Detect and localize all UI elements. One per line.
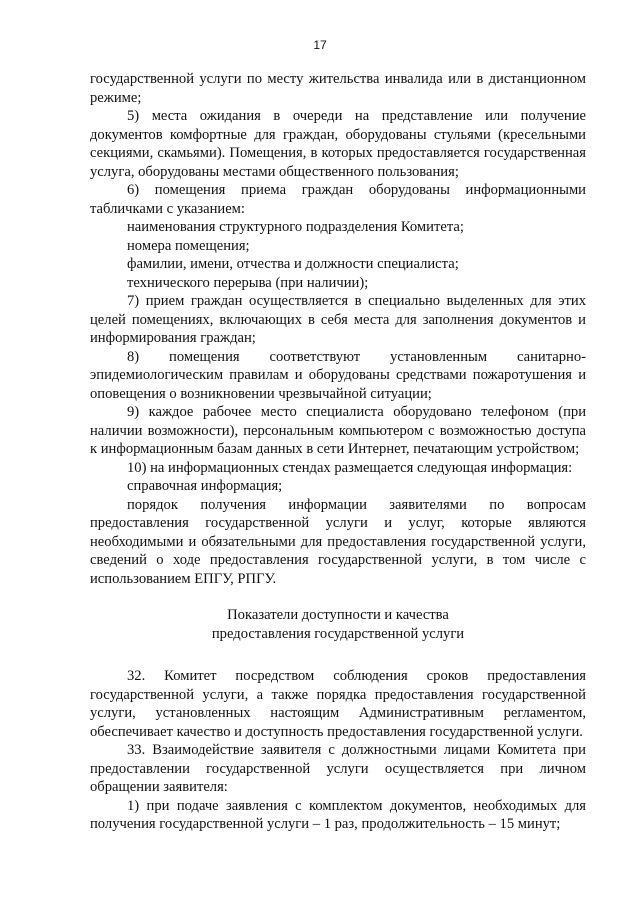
list-item: технического перерыва (при наличии); <box>127 274 369 291</box>
paragraph-order: порядок получения информации заявителями по вопросам предоставления государственной услуги и услуг, которые являются необходимыми и обязательными для предоставления государственной услуги, сведений о ходе предоставления государственной услуги, в том числе с использованием ЕПГУ, РПГУ. <box>90 496 586 587</box>
paragraph-item-10: 10) на информационных стендах размещается следующая информация: <box>127 459 573 476</box>
paragraph-33-item-1: 1) при подаче заявления с комплектом документов, необходимых для получения государственной услуги – 1 раз, продолжительность – 15 минут; <box>90 797 586 832</box>
paragraph-item-7: 7) прием граждан осуществляется в специально выделенных для этих целей помещениях, включающих в себя места для заполнения документов и информирования граждан; <box>90 293 586 346</box>
list-item: наименования структурного подразделения Комитета; <box>127 219 464 235</box>
page-number: 17 <box>313 38 327 52</box>
document-body <box>90 70 586 834</box>
paragraph-continuation: государственной услуги по месту жительства инвалида или в дистанционном режиме; <box>90 71 586 106</box>
paragraph-item-6: 6) помещения приема граждан оборудованы информационными табличками с указанием: <box>90 182 586 217</box>
paragraph-item-9: 9) каждое рабочее место специалиста оборудовано телефоном (при наличии возможности), персональным компьютером с возможностью доступа к информационным базам данных в сети Интернет, печатающим устройством; <box>90 404 586 457</box>
section-heading <box>90 606 586 643</box>
list-item: номера помещения; <box>127 237 250 254</box>
section-heading-line2: предоставления государственной услуги <box>211 625 465 642</box>
list-item: справочная информация; <box>127 478 283 494</box>
list-item: фамилии, имени, отчества и должности специалиста; <box>127 256 459 272</box>
paragraph-item-5: 5) места ожидания в очереди на представление или получение документов комфортные для граждан, оборудованы стульями (кресельными секциями, скамьями). Помещения, в которых предоставляется государственная услуга, оборудованы местами общественного пользования; <box>90 108 586 180</box>
paragraph-item-8: 8) помещения соответствуют установленным санитарно-эпидемиологическим правилам и оборудованы средствами пожаротушения и оповещения о возникновении чрезвычайной ситуации; <box>90 348 586 402</box>
paragraph-33: 33. Взаимодействие заявителя с должностными лицами Комитета при предоставлении государственной услуги осуществляется при личном обращении заявителя: <box>90 742 586 795</box>
section-heading-line1: Показатели доступности и качества <box>227 607 449 623</box>
paragraph-32: 32. Комитет посредством соблюдения сроков предоставления государственной услуги, а также порядка предоставления государственной услуги, установленных настоящим Административным регламентом, обеспечивает качество и доступность предоставления государственной услуги. <box>90 668 586 740</box>
